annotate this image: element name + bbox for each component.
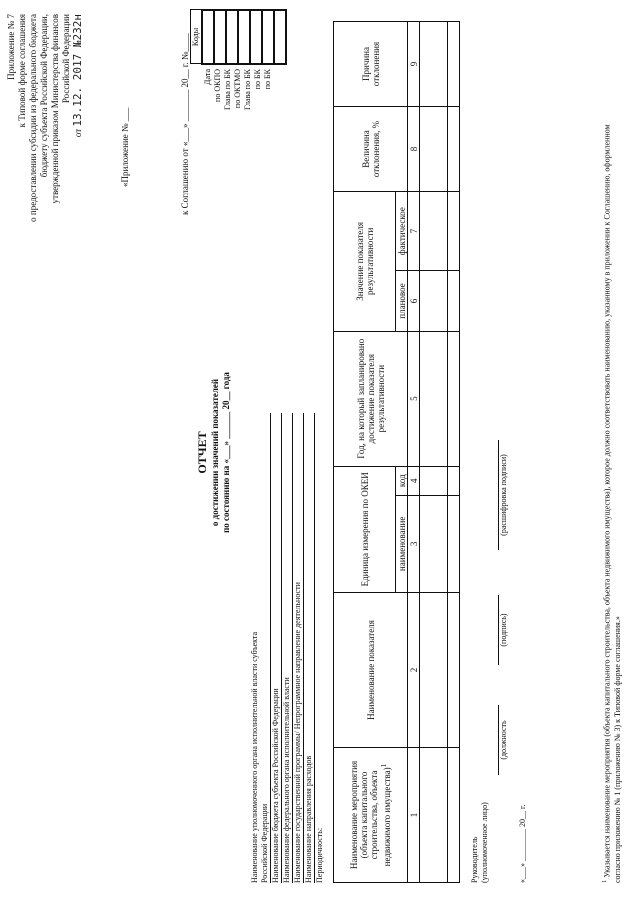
field-line: Наименование бюджета субъекта Российской Федерации bbox=[271, 413, 282, 883]
field-line: Наименование государственной программы/ Непрограммное направление деятельности bbox=[293, 413, 304, 883]
appendix-date: от 13.12. 2017 №232н bbox=[71, 14, 84, 138]
signature-sign: (подпись) bbox=[498, 595, 509, 665]
signature-position: (должность bbox=[498, 705, 509, 775]
signature-block bbox=[470, 802, 490, 883]
handwritten-date: 13.12. 2017 №232н bbox=[71, 14, 84, 127]
field-line: Наименование федерального органа исполнительной власти bbox=[282, 413, 293, 883]
report-title-block bbox=[195, 0, 232, 905]
footnote-mark: 1 bbox=[601, 879, 608, 883]
agreement-reference: к Соглашению от «___» _______ 20__ г. №____ bbox=[180, 33, 190, 215]
report-title: ОТЧЕТ bbox=[195, 431, 209, 474]
appendix-line5: утвержденной приказом Министерства финансов bbox=[50, 14, 60, 204]
appendix-line6: Российской Федерации bbox=[61, 14, 71, 104]
fields-block bbox=[250, 413, 325, 883]
header-unit-name: наименование bbox=[396, 495, 408, 592]
appendix-line4: бюджету субъекта Российской Федерации, bbox=[39, 14, 49, 178]
header-event: Наименование мероприятия (объекта капитального строительства, объекта недвижимого имущества)$^1$ bbox=[334, 748, 408, 883]
header-planned: плановое bbox=[396, 271, 408, 331]
header-unit-code: код bbox=[396, 466, 408, 495]
header-actual: фактическое bbox=[396, 192, 408, 271]
footnote bbox=[600, 23, 623, 883]
header-year: Год, на который запланировано достижение показателя результативности bbox=[334, 331, 408, 466]
table-row bbox=[448, 22, 460, 883]
codes-header: Коды bbox=[191, 10, 203, 64]
codes-labels: Дата по ОКПО Глава по БК по ОКТМО Глава по БК по БК по БК bbox=[203, 69, 272, 110]
field-line: Периодичность: bbox=[315, 827, 324, 883]
appendix-line1: Приложение № 7 bbox=[6, 14, 16, 80]
header-value: Значение показателя результативности bbox=[334, 192, 396, 332]
appendix-number: «Приложение № ___ bbox=[120, 107, 130, 187]
footnote-text2: согласно приложению № 1 (приложению № 3) к Типовой форме соглашения.» bbox=[612, 616, 622, 883]
header-unit: Единица измерения по ОКЕИ bbox=[334, 466, 396, 592]
appendix-header bbox=[6, 14, 84, 222]
header-indicator: Наименование показателя bbox=[334, 593, 408, 748]
signature-date: «___» ________ 20__ г. bbox=[518, 804, 527, 883]
signature-head2: (уполномоченное лицо) bbox=[480, 802, 489, 883]
table-row bbox=[420, 22, 448, 883]
report-subtitle: о достижении значений показателей bbox=[210, 378, 220, 527]
appendix-line3: о предоставлении субсидии из федерального бюджета bbox=[28, 14, 38, 222]
appendix-line2: к Типовой форме соглашения bbox=[17, 14, 27, 128]
field-line: Наименование уполномоченного органа исполнительной власти субъекта bbox=[250, 631, 259, 883]
signature-head: Руководитель bbox=[470, 836, 479, 883]
field-line: Наименование направления расходов bbox=[304, 413, 315, 883]
footnote-text1: Указывается наименование мероприятия (объекта капитального строительства, объекта недвижимого имущества), которое должно соответствовать наименованию, указанному в приложении к Соглашению, оформленном bbox=[602, 124, 612, 878]
signature-decode: (расшифровка подписи) bbox=[498, 440, 509, 550]
field-line: Российской Федерации bbox=[260, 413, 271, 883]
report-as-of: по состоянию на «___» ______ 20__ года bbox=[221, 372, 231, 533]
indicators-table bbox=[333, 21, 460, 883]
table-row-numbers: 1 2 3 4 5 6 7 8 9 bbox=[408, 22, 420, 883]
header-deviation: Величина отклонения, % bbox=[334, 107, 408, 192]
header-reason: Причина отклонения bbox=[334, 22, 408, 107]
